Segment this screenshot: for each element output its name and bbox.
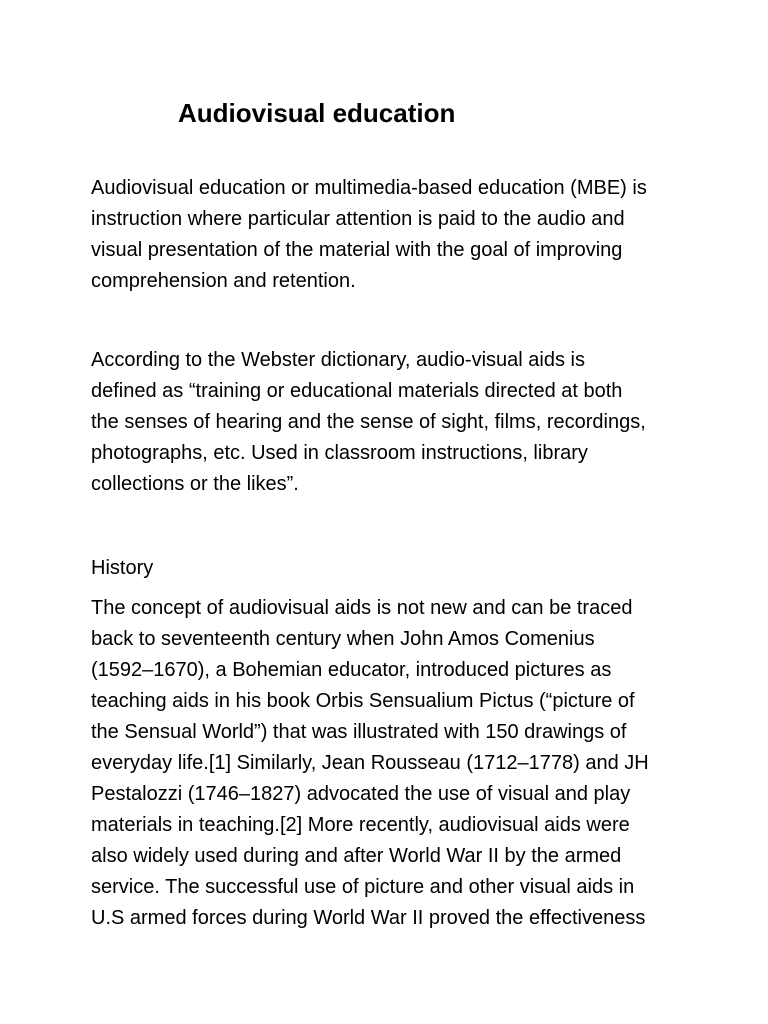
definition-line: collections or the likes”. [91, 473, 299, 495]
definition-line: defined as “training or educational materials directed at both [91, 380, 623, 402]
document-title: Audiovisual education [178, 98, 456, 128]
history-heading: History [91, 557, 154, 579]
intro-paragraph [91, 173, 681, 297]
history-line: Pestalozzi (1746–1827) advocated the use of visual and play [91, 783, 631, 805]
intro-line: instruction where particular attention is paid to the audio and [91, 208, 625, 230]
definition-line: the senses of hearing and the sense of sight, films, recordings, [91, 411, 646, 433]
history-line: the Sensual World”) that was illustrated with 150 drawings of [91, 721, 627, 743]
history-line: service. The successful use of picture and other visual aids in [91, 876, 635, 898]
definition-paragraph [91, 345, 681, 500]
definition-line: According to the Webster dictionary, audio-visual aids is [91, 349, 585, 371]
intro-line: visual presentation of the material with the goal of improving [91, 239, 623, 261]
history-line: The concept of audiovisual aids is not new and can be traced [91, 597, 633, 619]
history-line: materials in teaching.[2] More recently, audiovisual aids were [91, 814, 630, 836]
history-line: also widely used during and after World War II by the armed [91, 845, 622, 867]
history-line: everyday life.[1] Similarly, Jean Rousseau (1712–1778) and JH [91, 752, 649, 774]
history-line: (1592–1670), a Bohemian educator, introduced pictures as [91, 659, 612, 681]
history-paragraph [91, 593, 681, 934]
definition-line: photographs, etc. Used in classroom instructions, library [91, 442, 588, 464]
history-line: U.S armed forces during World War II proved the effectiveness [91, 907, 646, 929]
intro-line: comprehension and retention. [91, 270, 356, 292]
history-line: teaching aids in his book Orbis Sensualium Pictus (“picture of [91, 690, 635, 712]
history-line: back to seventeenth century when John Amos Comenius [91, 628, 595, 650]
intro-line: Audiovisual education or multimedia-based education (MBE) is [91, 177, 647, 199]
